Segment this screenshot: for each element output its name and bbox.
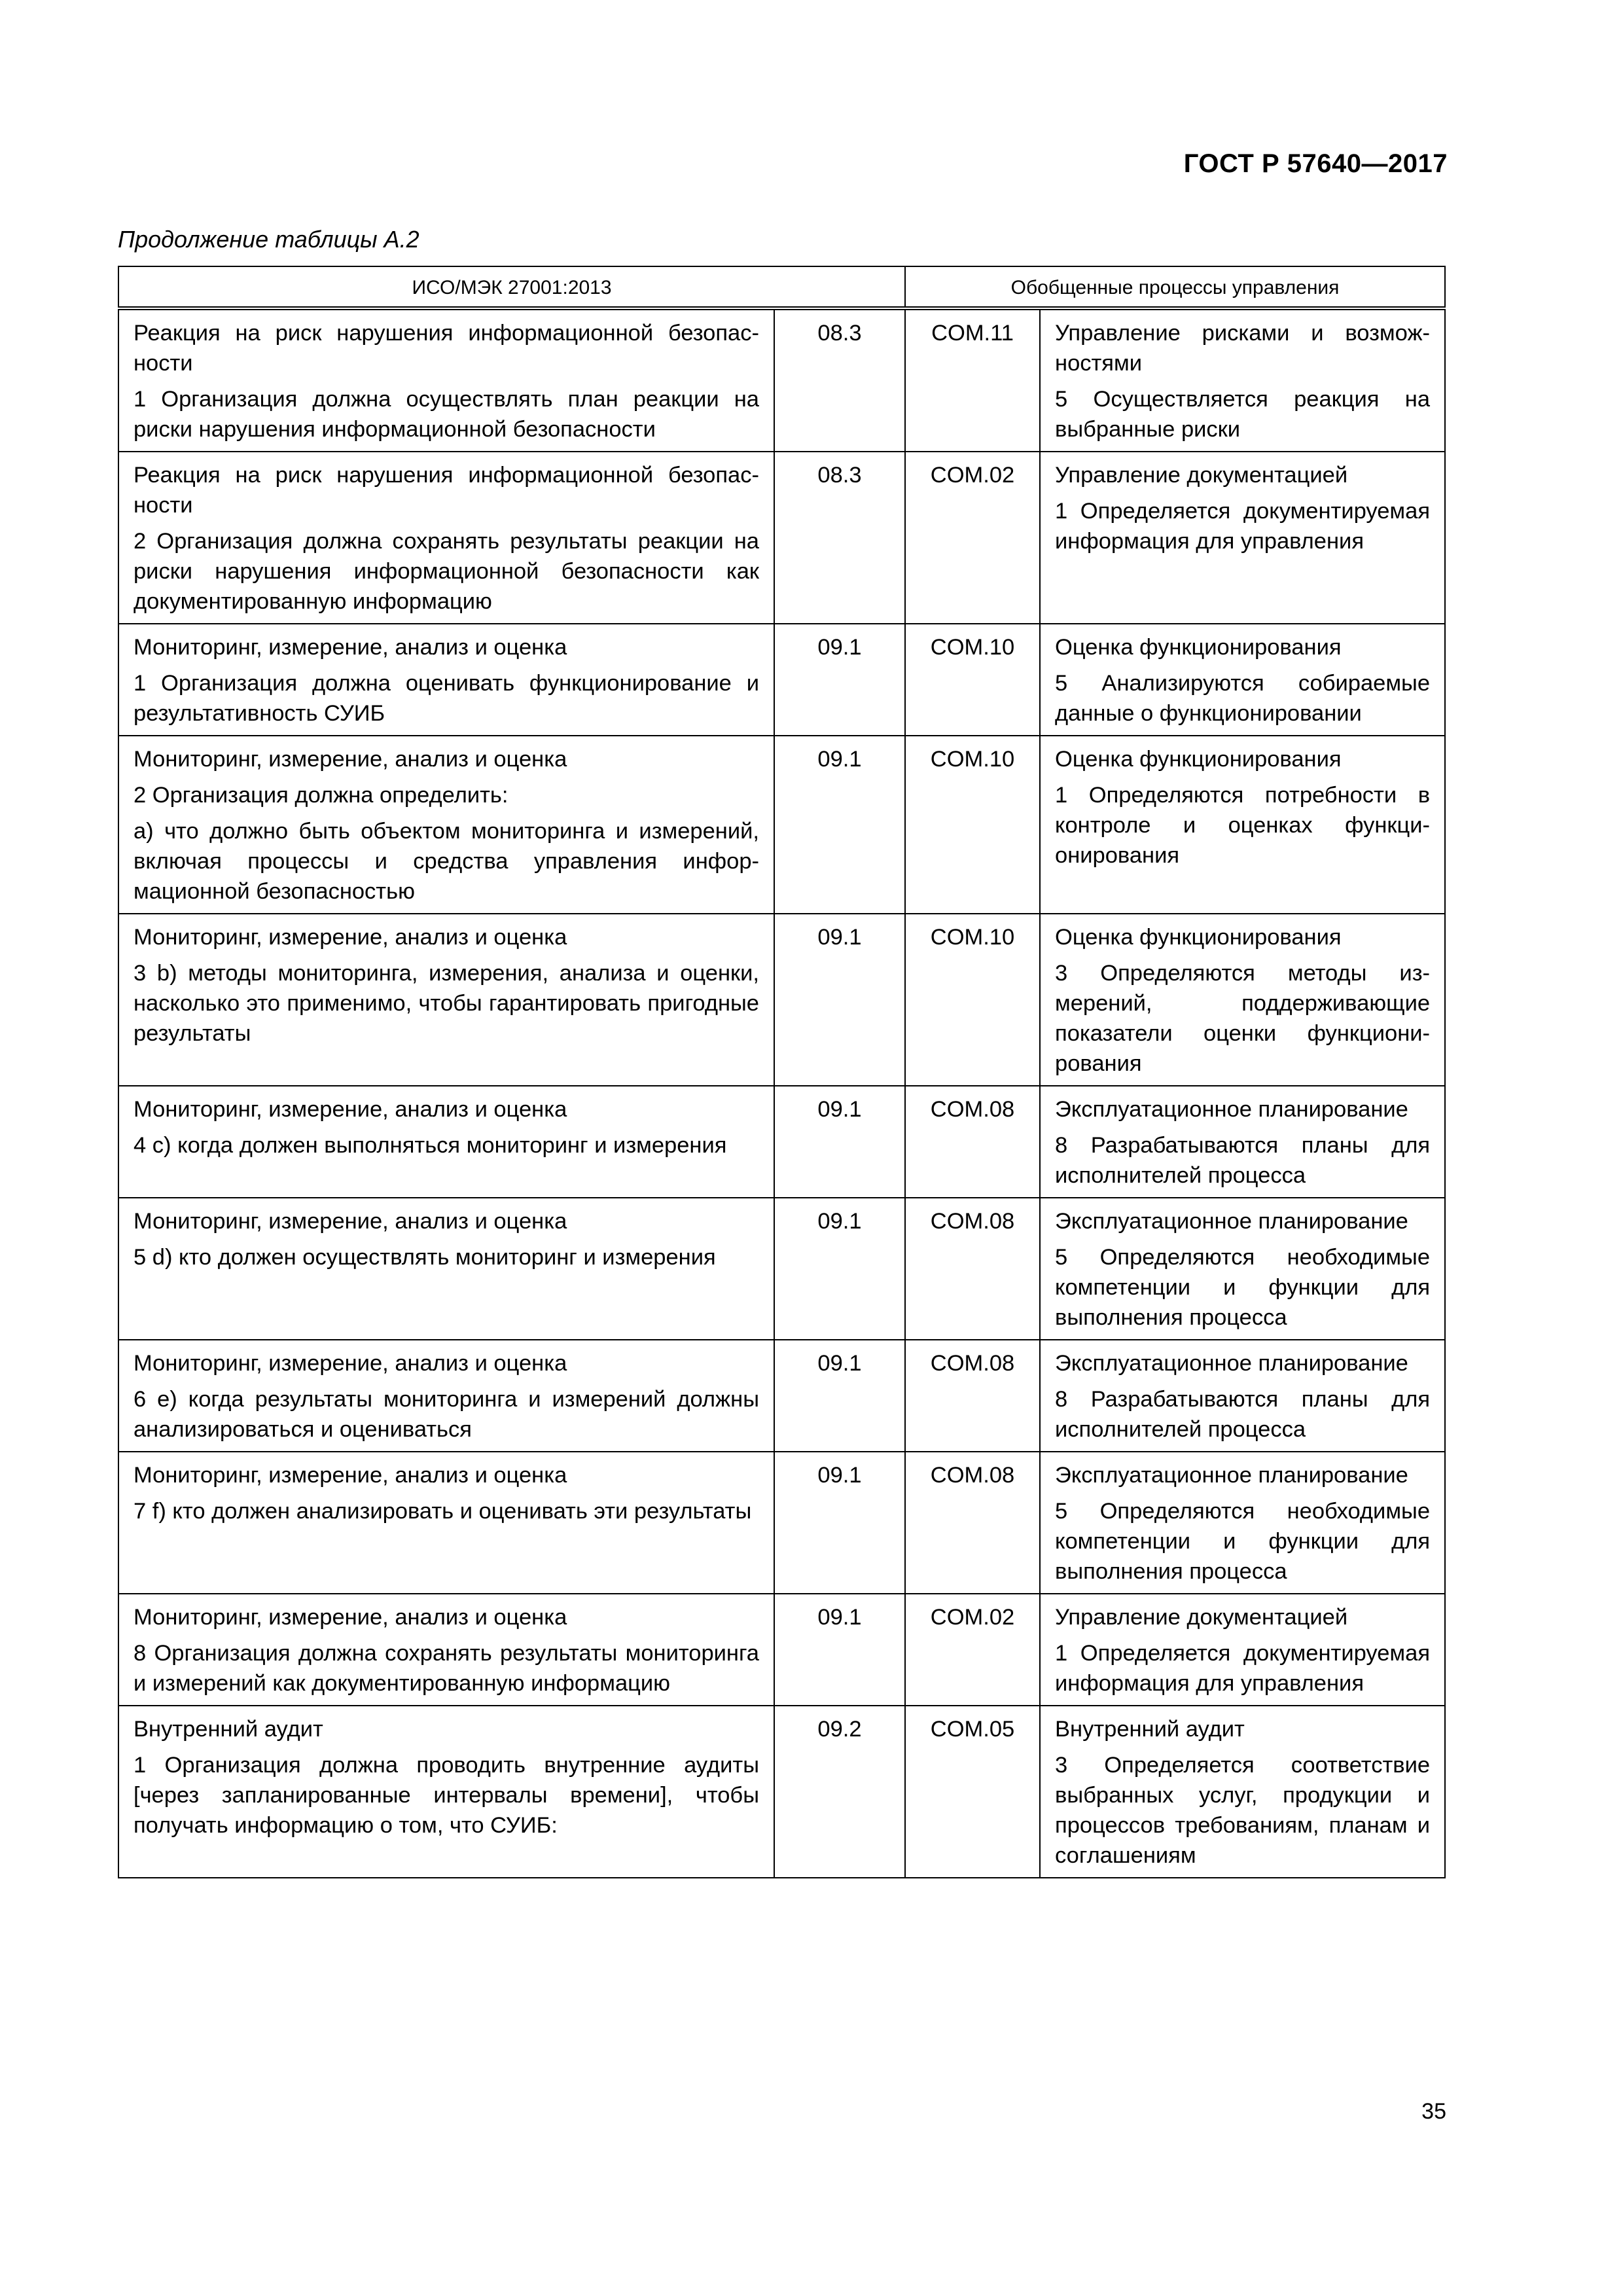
process-description-cell (1040, 308, 1445, 452)
process-description-cell-paragraph: Эксплуатационное планирование (1055, 1097, 1408, 1122)
iso-requirement-cell-paragraph: a) что должно быть объектом мониторинга и измерений, включая процессы и средства управления информационной безопасностью (134, 819, 759, 904)
clause-number-cell: 09.2 (774, 1706, 905, 1878)
process-description-cell (1040, 452, 1445, 624)
iso-requirement-cell-paragraph: Мониторинг, измерение, анализ и оценка (134, 925, 567, 950)
process-description-cell (1040, 1340, 1445, 1452)
mapping-table (118, 266, 1446, 1878)
process-description-cell (1040, 1706, 1445, 1878)
table-row (118, 452, 1445, 624)
process-code-cell: COM.10 (905, 914, 1040, 1086)
process-code-cell: COM.08 (905, 1198, 1040, 1340)
iso-requirement-cell-paragraph: 1 Организация должна проводить внутренние аудиты [через запланированные интервалы времени], чтобы получать информацию о том, что СУИБ: (134, 1753, 759, 1838)
process-description-cell-paragraph: Эксплуатационное планирование (1055, 1351, 1408, 1376)
iso-requirement-cell-paragraph: 2 Организация должна сохранять результаты реакции на риски нарушения информационной безопасности как документированную информацию (134, 529, 759, 614)
iso-requirement-cell (118, 1340, 774, 1452)
process-description-cell-paragraph: Управление документацией (1055, 463, 1348, 488)
process-description-cell-paragraph: Эксплуатационное планирование (1055, 1463, 1408, 1488)
iso-requirement-cell-paragraph: 2 Организация должна определить: (134, 783, 508, 808)
table-caption: Продолжение таблицы А.2 (118, 226, 419, 253)
process-description-cell-paragraph: 5 Осуществляется реакция на выбранные риски (1055, 387, 1431, 442)
iso-requirement-cell-paragraph: 4 c) когда должен выполняться мониторинг и измерения (134, 1133, 727, 1158)
table-row (118, 1594, 1445, 1706)
process-description-cell-paragraph: 3 Определяются методы измерений, поддерживающие показатели оценки функционирования (1055, 961, 1431, 1076)
process-description-cell-paragraph: 1 Определяется документируемая информация для управления (1055, 499, 1431, 554)
process-description-cell-paragraph: Оценка функционирования (1055, 635, 1342, 660)
process-code-cell: COM.08 (905, 1452, 1040, 1594)
process-description-cell-paragraph: 3 Определяется соответствие выбранных услуг, продукции и процессов требованиям, планам и соглашениям (1055, 1753, 1431, 1868)
iso-requirement-cell-paragraph: 7 f) кто должен анализировать и оценивать эти результаты (134, 1499, 752, 1524)
process-code-cell: COM.02 (905, 452, 1040, 624)
process-description-cell-paragraph: 1 Определяются потребности в контроле и оценках функционирования (1055, 783, 1431, 868)
iso-requirement-cell-paragraph: Реакция на риск нарушения информационной безопасности (134, 463, 759, 518)
iso-requirement-cell-paragraph: 3 b) методы мониторинга, измерения, анализа и оценки, насколько это применимо, чтобы гарантировать пригодные результаты (134, 961, 759, 1046)
table-row (118, 308, 1445, 452)
process-code-cell: COM.05 (905, 1706, 1040, 1878)
table-row (118, 914, 1445, 1086)
clause-number-cell: 09.1 (774, 914, 905, 1086)
iso-requirement-cell (118, 308, 774, 452)
iso-requirement-cell-paragraph: 5 d) кто должен осуществлять мониторинг и измерения (134, 1245, 716, 1270)
table-body (118, 308, 1445, 1878)
clause-number-cell: 08.3 (774, 452, 905, 624)
process-description-cell-paragraph: Управление документацией (1055, 1605, 1348, 1630)
iso-requirement-cell (118, 736, 774, 914)
process-description-cell-paragraph: Внутренний аудит (1055, 1717, 1245, 1742)
iso-requirement-cell-paragraph: Мониторинг, измерение, анализ и оценка (134, 1463, 567, 1488)
process-description-cell (1040, 1452, 1445, 1594)
process-description-cell-paragraph: 5 Определяются необходимые компетенции и функции для выполнения процесса (1055, 1499, 1431, 1584)
clause-number-cell: 09.1 (774, 624, 905, 736)
process-description-cell-paragraph: 5 Определяются необходимые компетенции и функции для выполнения процесса (1055, 1245, 1431, 1330)
header-iso: ИСО/МЭК 27001:2013 (118, 266, 905, 308)
process-description-cell-paragraph: 8 Разрабатываются планы для исполнителей процесса (1055, 1387, 1431, 1442)
iso-requirement-cell-paragraph: 6 e) когда результаты мониторинга и измерений должны анализироваться и оцениваться (134, 1387, 759, 1442)
process-description-cell-paragraph: Эксплуатационное планирование (1055, 1209, 1408, 1234)
iso-requirement-cell (118, 452, 774, 624)
process-code-cell: COM.10 (905, 736, 1040, 914)
iso-requirement-cell-paragraph: Мониторинг, измерение, анализ и оценка (134, 1605, 567, 1630)
iso-requirement-cell-paragraph: Мониторинг, измерение, анализ и оценка (134, 1351, 567, 1376)
process-code-cell: COM.02 (905, 1594, 1040, 1706)
iso-requirement-cell (118, 914, 774, 1086)
process-description-cell (1040, 1198, 1445, 1340)
process-description-cell-paragraph: 8 Разрабатываются планы для исполнителей процесса (1055, 1133, 1431, 1188)
iso-requirement-cell-paragraph: Мониторинг, измерение, анализ и оценка (134, 635, 567, 660)
table-row (118, 1340, 1445, 1452)
header-processes: Обобщенные процессы управления (905, 266, 1445, 308)
process-description-cell (1040, 736, 1445, 914)
process-description-cell-paragraph: Управление рисками и возможностями (1055, 321, 1431, 376)
clause-number-cell: 09.1 (774, 1340, 905, 1452)
process-description-cell (1040, 624, 1445, 736)
process-code-cell: COM.08 (905, 1086, 1040, 1198)
clause-number-cell: 08.3 (774, 308, 905, 452)
table-row (118, 736, 1445, 914)
iso-requirement-cell (118, 624, 774, 736)
iso-requirement-cell-paragraph: 1 Организация должна оценивать функционирование и результативность СУИБ (134, 671, 759, 726)
clause-number-cell: 09.1 (774, 1198, 905, 1340)
table-row (118, 1086, 1445, 1198)
process-code-cell: COM.11 (905, 308, 1040, 452)
page-number: 35 (1421, 2099, 1446, 2124)
table-row (118, 624, 1445, 736)
process-code-cell: COM.08 (905, 1340, 1040, 1452)
process-description-cell-paragraph: 1 Определяется документируемая информация для управления (1055, 1641, 1431, 1696)
iso-requirement-cell (118, 1452, 774, 1594)
process-description-cell-paragraph: Оценка функционирования (1055, 925, 1342, 950)
process-description-cell (1040, 914, 1445, 1086)
iso-requirement-cell (118, 1086, 774, 1198)
process-description-cell-paragraph: Оценка функционирования (1055, 747, 1342, 772)
iso-requirement-cell-paragraph: Мониторинг, измерение, анализ и оценка (134, 1209, 567, 1234)
iso-requirement-cell-paragraph: 1 Организация должна осуществлять план реакции на риски нарушения информационной безопасности (134, 387, 759, 442)
iso-requirement-cell-paragraph: Реакция на риск нарушения информационной безопасности (134, 321, 759, 376)
iso-requirement-cell-paragraph: Внутренний аудит (134, 1717, 323, 1742)
clause-number-cell: 09.1 (774, 1452, 905, 1594)
table-row (118, 1198, 1445, 1340)
document-code: ГОСТ Р 57640—2017 (1183, 149, 1448, 178)
table-row (118, 1706, 1445, 1878)
process-description-cell-paragraph: 5 Анализируются собираемые данные о функционировании (1055, 671, 1431, 726)
iso-requirement-cell-paragraph: Мониторинг, измерение, анализ и оценка (134, 1097, 567, 1122)
iso-requirement-cell-paragraph: Мониторинг, измерение, анализ и оценка (134, 747, 567, 772)
iso-requirement-cell-paragraph: 8 Организация должна сохранять результаты мониторинга и измерений как документированную информацию (134, 1641, 759, 1696)
table-row (118, 1452, 1445, 1594)
process-description-cell (1040, 1086, 1445, 1198)
process-description-cell (1040, 1594, 1445, 1706)
clause-number-cell: 09.1 (774, 1086, 905, 1198)
table-header-row (118, 266, 1445, 308)
process-code-cell: COM.10 (905, 624, 1040, 736)
clause-number-cell: 09.1 (774, 1594, 905, 1706)
clause-number-cell: 09.1 (774, 736, 905, 914)
iso-requirement-cell (118, 1706, 774, 1878)
iso-requirement-cell (118, 1198, 774, 1340)
iso-requirement-cell (118, 1594, 774, 1706)
